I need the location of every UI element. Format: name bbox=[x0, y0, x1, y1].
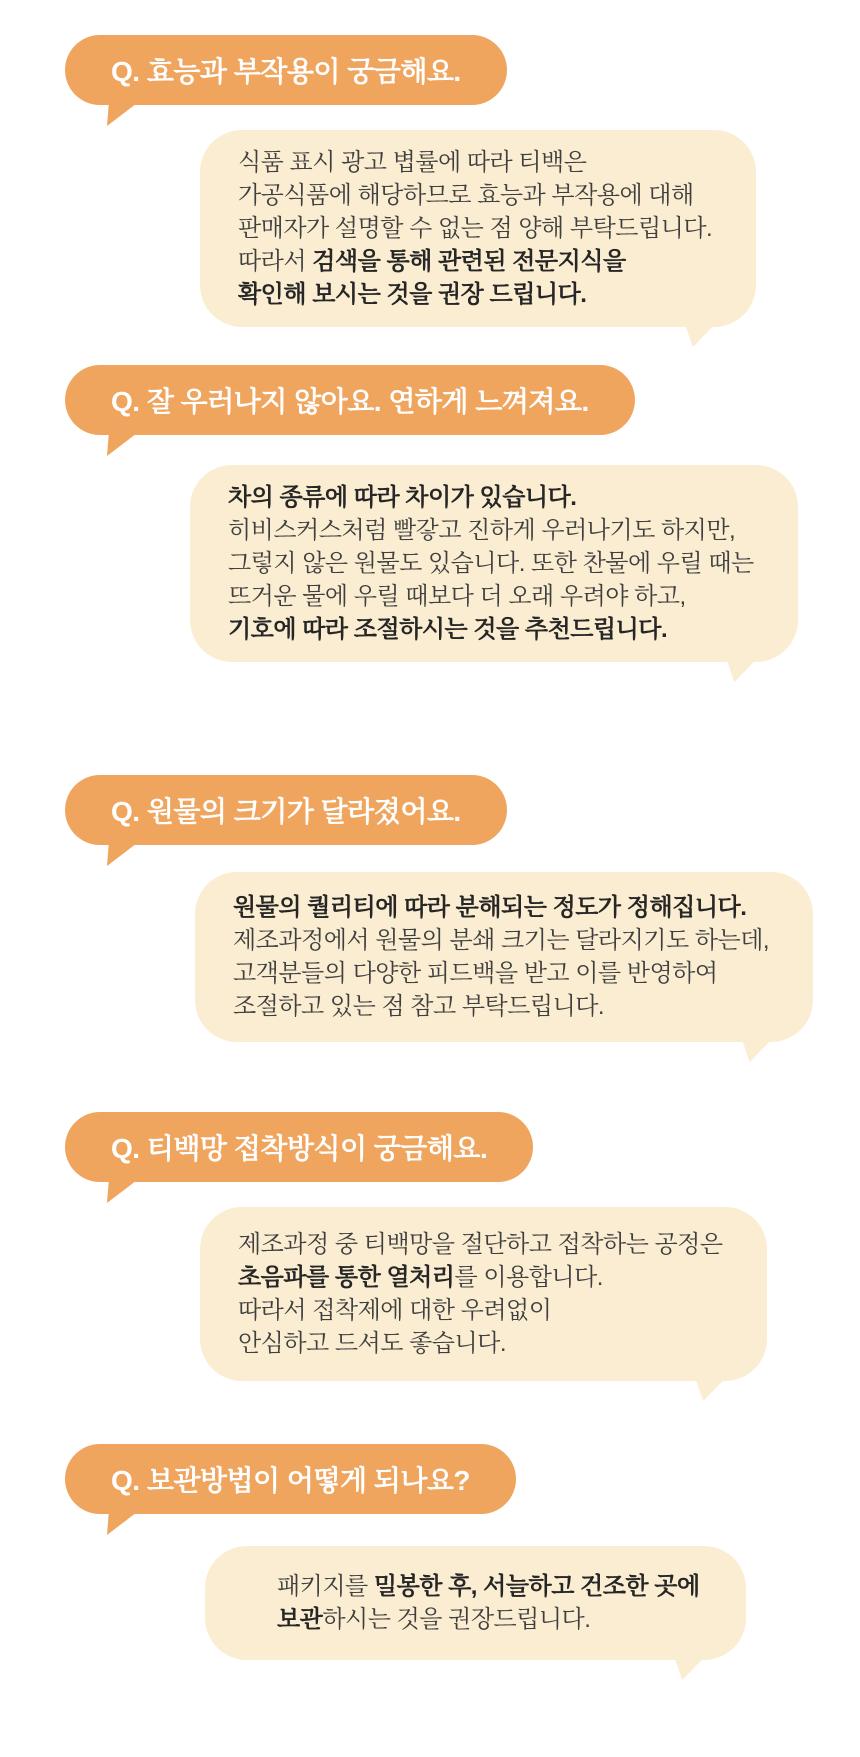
faq-item-2 bbox=[0, 365, 860, 662]
answer-line: 가공식품에 해당하므로 효능과 부작용에 대해 bbox=[238, 182, 694, 209]
answer-text bbox=[277, 1570, 700, 1636]
question-bubble bbox=[65, 365, 635, 435]
answer-bubble bbox=[195, 872, 813, 1042]
answer-line: 뜨거운 물에 우릴 때보다 더 오래 우려야 하고, bbox=[228, 583, 686, 610]
answer-bubble bbox=[200, 1207, 767, 1381]
answer-line: 확인해 보시는 것을 권장 드립니다. bbox=[238, 281, 587, 308]
answer-bubble bbox=[205, 1546, 746, 1660]
answer-line: 보관하시는 것을 권장드립니다. bbox=[277, 1606, 591, 1633]
faq-item-3 bbox=[0, 775, 860, 1042]
question-bubble bbox=[65, 775, 507, 845]
question-text: Q. 효능과 부작용이 궁금해요. bbox=[111, 56, 461, 87]
question-text: Q. 티백망 접착방식이 궁금해요. bbox=[111, 1133, 488, 1164]
answer-line: 고객분들의 다양한 피드백을 받고 이를 반영하여 bbox=[233, 960, 718, 987]
answer-line: 제조과정에서 원물의 분쇄 크기는 달라지기도 하는데, bbox=[233, 927, 770, 954]
answer-bubble bbox=[190, 465, 798, 662]
answer-text bbox=[238, 1228, 723, 1360]
question-text: Q. 원물의 크기가 달라졌어요. bbox=[111, 796, 461, 827]
question-bubble bbox=[65, 35, 507, 105]
answer-line: 따라서 검색을 통해 관련된 전문지식을 bbox=[238, 248, 626, 275]
answer-line: 차의 종류에 따라 차이가 있습니다. bbox=[228, 484, 577, 511]
answer-text bbox=[238, 146, 712, 311]
question-bubble bbox=[65, 1112, 533, 1182]
answer-line: 판매자가 설명할 수 없는 점 양해 부탁드립니다. bbox=[238, 215, 713, 242]
answer-line: 패키지를 밀봉한 후, 서늘하고 건조한 곳에 bbox=[277, 1573, 700, 1600]
answer-line: 안심하고 드셔도 좋습니다. bbox=[238, 1330, 507, 1357]
faq-item-4 bbox=[0, 1112, 860, 1381]
answer-line: 원물의 퀄리티에 따라 분해되는 정도가 정해집니다. bbox=[233, 894, 747, 921]
question-text: Q. 보관방법이 어떻게 되나요? bbox=[111, 1465, 471, 1496]
answer-line: 초음파를 통한 열처리를 이용합니다. bbox=[238, 1264, 603, 1291]
faq-item-1 bbox=[0, 35, 860, 327]
question-bubble bbox=[65, 1444, 516, 1514]
answer-line: 그렇지 않은 원물도 있습니다. 또한 찬물에 우릴 때는 bbox=[228, 550, 754, 577]
faq-item-5 bbox=[0, 1444, 860, 1660]
answer-line: 히비스커스처럼 빨갛고 진하게 우러나기도 하지만, bbox=[228, 517, 736, 544]
answer-line: 기호에 따라 조절하시는 것을 추천드립니다. bbox=[228, 616, 668, 643]
answer-bubble bbox=[200, 130, 756, 327]
answer-line: 따라서 접착제에 대한 우려없이 bbox=[238, 1297, 552, 1324]
answer-line: 제조과정 중 티백망을 절단하고 접착하는 공정은 bbox=[238, 1231, 723, 1258]
answer-text bbox=[228, 481, 754, 646]
answer-text bbox=[233, 891, 769, 1023]
answer-line: 식품 표시 광고 볍률에 따라 티백은 bbox=[238, 149, 587, 176]
answer-line: 조절하고 있는 점 참고 부탁드립니다. bbox=[233, 993, 605, 1020]
question-text: Q. 잘 우러나지 않아요. 연하게 느껴져요. bbox=[111, 386, 589, 417]
